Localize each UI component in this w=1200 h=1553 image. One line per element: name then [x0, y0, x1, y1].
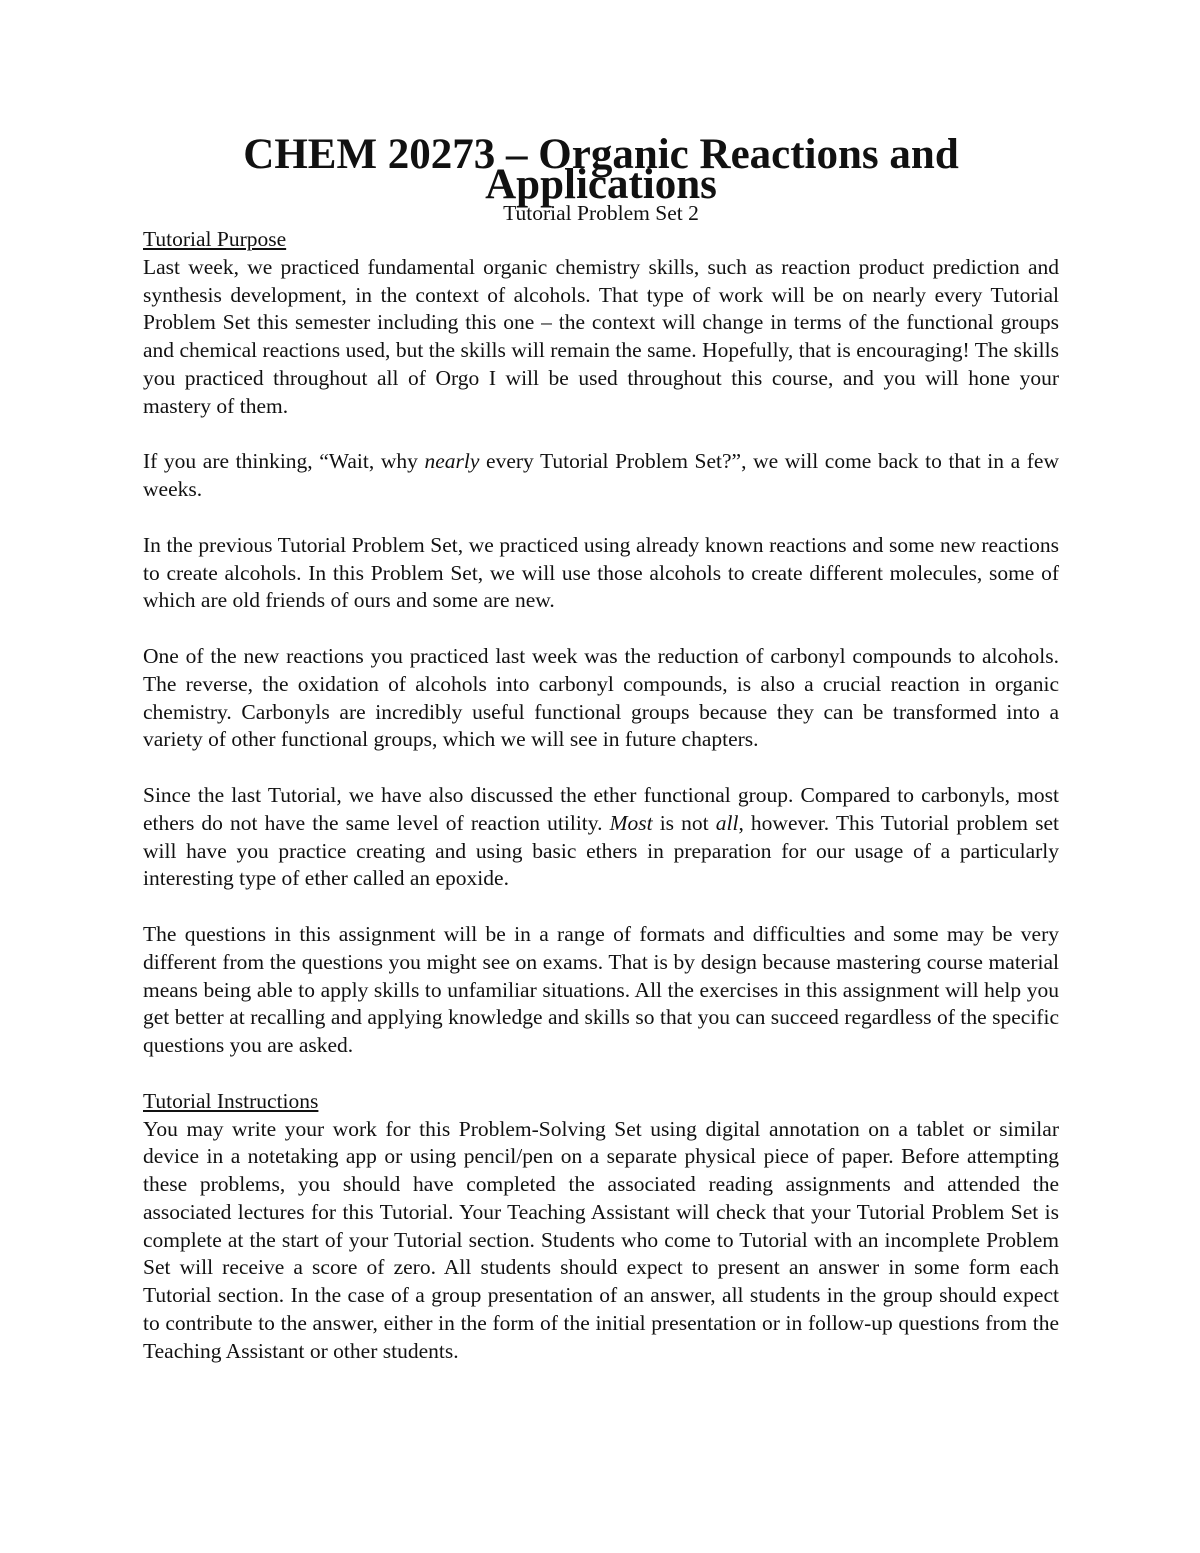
document-subtitle: Tutorial Problem Set 2: [503, 201, 699, 225]
document-page: [143, 131, 1060, 1393]
purpose-paragraph-5-part-a: Since the last Tutorial, we have also discussed the ether functional group. Compared to carbonyls, most ethers do not have the same level of reaction utility.: [143, 782, 1059, 835]
purpose-paragraph-3: In the previous Tutorial Problem Set, we practiced using already known reactions and some new reactions to create alcohols. In this Problem Set, we will use those alcohols to create different molecules, some of which are old friends of ours and some are new.: [143, 532, 1059, 613]
purpose-paragraph-1: Last week, we practiced fundamental organic chemistry skills, such as reaction product prediction and synthesis development, in the context of alcohols. That type of work will be on nearly every Tutorial Problem Set this semester including this one – the context will change in terms of the functional groups and chemical reactions used, but the skills will remain the same. Hopefully, that is encouraging! The skills you practiced throughout all of Orgo I will be used throughout this course, and you will hone your mastery of them.: [143, 254, 1059, 418]
purpose-paragraph-6: The questions in this assignment will be in a range of formats and difficulties and some may be very different from the questions you might see on exams. That is by design because mastering course material means being able to apply skills to unfamiliar situations. All the exercises in this assignment will help you get better at recalling and applying knowledge and skills so that you can succeed regardless of the specific questions you are asked.: [143, 921, 1059, 1058]
purpose-paragraph-5-emphasis-all: all: [715, 810, 739, 835]
purpose-paragraph-2: [143, 448, 1059, 504]
purpose-paragraph-5-part-b: is not: [652, 810, 716, 835]
purpose-paragraph-4: One of the new reactions you practiced last week was the reduction of carbonyl compounds to alcohols. The reverse, the oxidation of alcohols into carbonyl compounds, is also a crucial reaction in organic chemistry. Carbonyls are incredibly useful functional groups because they can be transformed into a variety of other functional groups, which we will see in future chapters.: [143, 643, 1059, 752]
purpose-heading: Tutorial Purpose: [143, 227, 287, 251]
purpose-paragraph-2-start: If you are thinking, “Wait, why: [143, 449, 425, 474]
purpose-paragraph-5-part-c: , however. This Tutorial problem set will have you practice creating and using basic ethers in preparation for our usage of a particularly interesting type of ether called an epoxide.: [143, 810, 1059, 891]
purpose-paragraph-2-end: every Tutorial Problem Set?”, we will come back to that in a few weeks.: [143, 449, 1060, 502]
purpose-paragraph-2-emphasis: nearly: [424, 449, 480, 474]
purpose-paragraph-5: [143, 782, 1059, 893]
document-title: CHEM 20273 – Organic Reactions and Applications: [243, 131, 959, 208]
instructions-heading: Tutorial Instructions: [143, 1088, 319, 1113]
instructions-paragraph-1: You may write your work for this Problem-Solving Set using digital annotation on a tablet or similar device in a notetaking app or using pencil/pen on a separate physical piece of paper. Before attempting these problems, you should have completed the associated reading assignments and attended the associated lectures for this Tutorial. Your Teaching Assistant will check that your Tutorial Problem Set is complete at the start of your Tutorial section. Students who come to Tutorial with an incomplete Problem Set will receive a score of zero. All students should expect to present an answer in some form each Tutorial section. In the case of a group presentation of an answer, all students in the group should expect to contribute to the answer, either in the form of the initial presentation or in follow-up questions from the Teaching Assistant or other students.: [143, 1116, 1059, 1363]
purpose-paragraph-5-emphasis-most: Most: [609, 810, 653, 835]
